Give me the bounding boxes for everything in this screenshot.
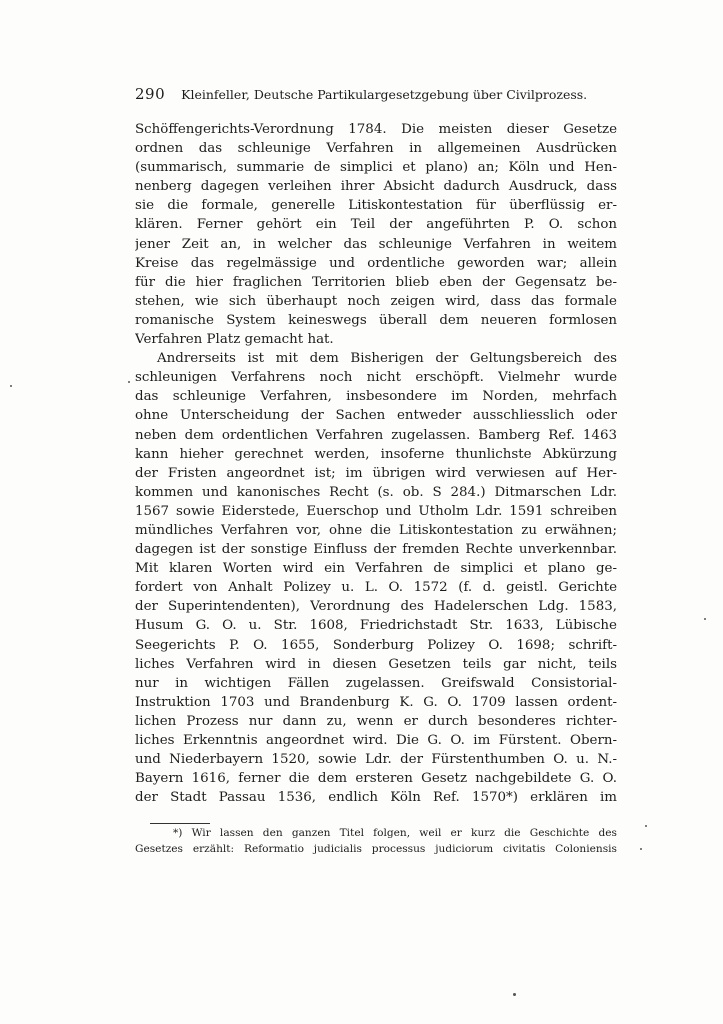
scan-speck <box>128 381 130 383</box>
paragraph-start-line: Andrerseits ist mit dem Bisherigen der Geltungsbereich des <box>157 351 617 367</box>
text-line: nur in wichtigen Fällen zugelassen. Greifswald Consistorial- <box>135 675 617 691</box>
scan-speck <box>513 993 516 996</box>
text-line: der Stadt Passau 1536, endlich Köln Ref. 1570*) erklären im <box>135 790 617 806</box>
text-line: Kreise das regelmässige und ordentliche geworden war; allein <box>135 255 617 271</box>
footnote-line: *) Wir lassen den ganzen Titel folgen, weil er kurz die Geschichte des <box>173 827 617 839</box>
scan-speck <box>10 385 12 387</box>
footnote <box>135 825 617 857</box>
text-line: stehen, wie sich überhaupt noch zeigen wird, dass das formale <box>135 293 617 309</box>
text-line: klären. Ferner gehört ein Teil der angeführten P. O. schon <box>135 217 617 233</box>
text-line: dagegen ist der sonstige Einfluss der fremden Rechte unverkennbar. <box>135 542 617 558</box>
text-line: der Fristen angeordnet ist; im übrigen wird verwiesen auf Her- <box>135 465 617 481</box>
text-line: fordert von Anhalt Polizey u. L. O. 1572 (f. d. geistl. Gerichte <box>135 580 617 596</box>
text-line: mündliches Verfahren vor, ohne die Litiskontestation zu erwähnen; <box>135 522 617 538</box>
text-line: und Niederbayern 1520, sowie Ldr. der Fürstenthumben O. u. N.- <box>135 752 617 768</box>
text-line: lichen Prozess nur dann zu, wenn er durch besonderes richter- <box>135 713 617 729</box>
text-line: für die hier fraglichen Territorien blieb eben der Gegensatz be- <box>135 274 617 290</box>
scan-speck <box>704 618 706 620</box>
text-line: schleunigen Verfahrens noch nicht erschöpft. Vielmehr wurde <box>135 370 617 386</box>
text-line: ohne Unterscheidung der Sachen entweder ausschliesslich oder <box>135 408 617 424</box>
text-line: nenberg dagegen verleihen ihrer Absicht dadurch Ausdruck, dass <box>135 179 617 195</box>
footnote-line: Gesetzes erzählt: Reformatio judicialis processus judiciorum civitatis Coloniensis <box>135 843 617 855</box>
text-line: Seegerichts P. O. 1655, Sonderburg Polizey O. 1698; schrift- <box>135 637 617 653</box>
paragraph-end-line: Verfahren Platz gemacht hat. <box>135 332 334 348</box>
text-line: sie die formale, generelle Litiskontestation für überflüssig er- <box>135 198 617 214</box>
text-line: Instruktion 1703 und Brandenburg K. G. O. 1709 lassen ordent- <box>135 694 617 710</box>
text-line: romanische System keineswegs überall dem neueren formlosen <box>135 312 617 328</box>
scan-speck <box>640 848 642 850</box>
text-line: das schleunige Verfahren, insbesondere im Norden, mehrfach <box>135 389 617 405</box>
page-number: 290 <box>135 85 166 103</box>
scan-speck <box>645 825 647 827</box>
running-header <box>135 86 615 103</box>
text-line: Mit klaren Worten wird ein Verfahren de simplici et plano ge- <box>135 561 617 577</box>
text-line: Schöffengerichts-Verordnung 1784. Die meisten dieser Gesetze <box>135 122 617 137</box>
text-line: der Superintendenten), Verordnung des Hadelerschen Ldg. 1583, <box>135 599 617 615</box>
text-line: Husum G. O. u. Str. 1608, Friedrichstadt Str. 1633, Lübische <box>135 618 617 634</box>
text-line: kann hieher gerechnet werden, insoferne thunlichste Abkürzung <box>135 446 617 462</box>
text-line: neben dem ordentlichen Verfahren zugelassen. Bamberg Ref. 1463 <box>135 427 617 443</box>
text-line: kommen und kanonisches Recht (s. ob. S 284.) Ditmarschen Ldr. <box>135 484 617 500</box>
body-text <box>135 120 617 807</box>
text-line: ordnen das schleunige Verfahren in allgemeinen Ausdrücken <box>135 141 617 157</box>
text-line: 1567 sowie Eiderstede, Euerschop und Utholm Ldr. 1591 schreiben <box>135 503 617 519</box>
running-title: Kleinfeller, Deutsche Partikulargesetzgebung über Civilprozess. <box>181 87 588 102</box>
text-line: liches Erkenntnis angeordnet wird. Die G. O. im Fürstent. Obern- <box>135 733 617 748</box>
text-line: liches Verfahren wird in diesen Gesetzen teils gar nicht, teils <box>135 656 617 672</box>
footnote-divider <box>150 823 210 824</box>
text-line: Bayern 1616, ferner die dem ersteren Gesetz nachgebildete G. O. <box>135 771 617 787</box>
text-line: (summarisch, summarie de simplici et plano) an; Köln und Hen- <box>135 160 617 176</box>
text-line: jener Zeit an, in welcher das schleunige Verfahren in weitem <box>135 236 617 252</box>
